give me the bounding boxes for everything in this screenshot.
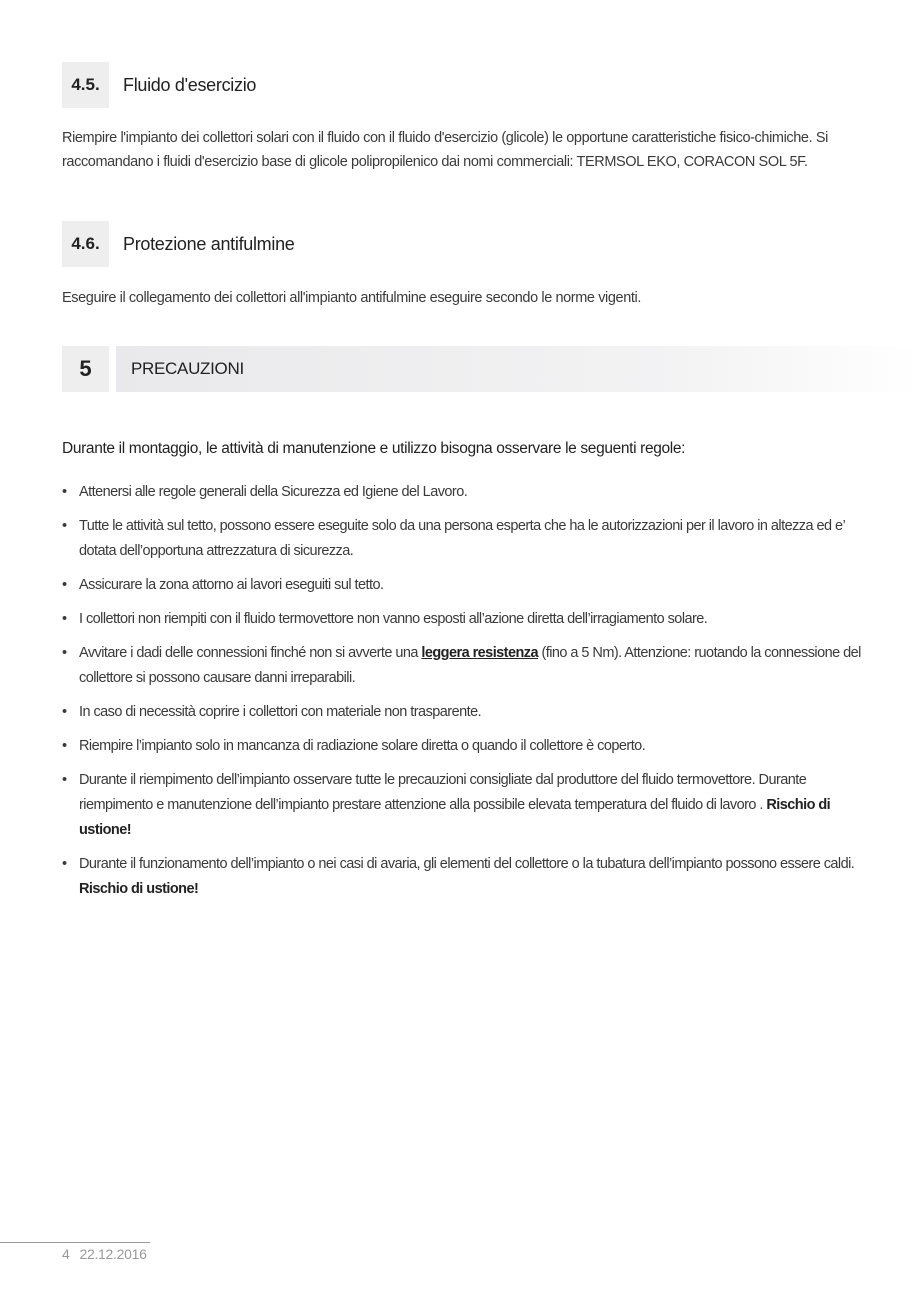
chapter-heading bbox=[62, 346, 920, 392]
list-item-text: Riempire l’impianto solo in mancanza di radiazione solare diretta o quando il collettore è coperto. bbox=[79, 738, 646, 754]
section-number: 4.5. bbox=[62, 62, 109, 108]
list-item-text: I collettori non riempiti con il fluido termovettore non vanno esposti all’azione diretta dell’irragiamento solare. bbox=[79, 611, 708, 627]
list-item-text: (fino a 5 Nm). Attenzione: ruotando la connessione del collettore si possono causare danni irreparabili. bbox=[79, 645, 861, 686]
section-title: Protezione antifulmine bbox=[123, 233, 295, 254]
list-item-text: Attenersi alle regole generali della Sicurezza ed Igiene del Lavoro. bbox=[79, 484, 468, 500]
section-text: Eseguire il collegamento dei collettori all'impianto antifulmine eseguire secondo le norme vigenti. bbox=[62, 290, 641, 306]
chapter-number: 5 bbox=[62, 346, 109, 392]
list-item-text: Durante il funzionamento dell’impianto o nei casi di avaria, gli elementi del collettore o la tubatura dell’impianto possono essere caldi. bbox=[79, 856, 855, 872]
list-item-text: Avvitare i dadi delle connessioni finché non si avverte una bbox=[79, 645, 422, 661]
section-heading-4-6 bbox=[62, 221, 295, 267]
footer-date: 22.12.2016 bbox=[79, 1246, 147, 1262]
list-item-emphasis: Rischio di ustione! bbox=[79, 881, 199, 897]
list-item bbox=[62, 514, 862, 564]
list-item-text: In caso di necessità coprire i collettori con materiale non trasparente. bbox=[79, 704, 482, 720]
list-item bbox=[62, 573, 862, 598]
list-item bbox=[62, 480, 862, 505]
list-item-emphasis: leggera resistenza bbox=[421, 645, 538, 661]
list-item-text: Tutte le attività sul tetto, possono essere eseguite solo da una persona esperta che ha le autorizzazioni per il lavoro in altezza ed e’ dotata dell’opportuna attrezzatura di sicurezza. bbox=[79, 518, 845, 559]
list-item-emphasis: Rischio di ustione! bbox=[79, 797, 831, 838]
list-item bbox=[62, 734, 862, 759]
precautions-list bbox=[62, 480, 862, 911]
list-item bbox=[62, 607, 862, 632]
page-number: 4 bbox=[62, 1246, 70, 1262]
section-number: 4.6. bbox=[62, 221, 109, 267]
chapter-title: PRECAUZIONI bbox=[116, 346, 920, 392]
list-item bbox=[62, 641, 862, 691]
list-item bbox=[62, 768, 862, 843]
section-heading-4-5 bbox=[62, 62, 256, 108]
section-text: Riempire l'impianto dei collettori solari con il fluido con il fluido d'esercizio (glicole) le opportune caratteristiche fisico-chimiche. Si raccomandano i fluidi d'esercizio base di glicole polipropilenico dai nomi commerciali: TERMSOL EKO, CORACON SOL 5F. bbox=[62, 130, 828, 170]
list-item bbox=[62, 852, 862, 902]
list-item-text: Assicurare la zona attorno ai lavori eseguiti sul tetto. bbox=[79, 577, 384, 593]
section-title: Fluido d'esercizio bbox=[123, 74, 257, 95]
intro-text: Durante il montaggio, le attività di manutenzione e utilizzo bisogna osservare le seguenti regole: bbox=[62, 440, 686, 457]
footer-divider bbox=[0, 1242, 150, 1243]
list-item-text: Durante il riempimento dell’impianto osservare tutte le precauzioni consigliate dal produttore del fluido termovettore. Durante riempimento e manutenzione dell’impianto prestare attenzione alla possibile elevata temperatura del fluido di lavoro . bbox=[79, 772, 807, 813]
footer bbox=[62, 1246, 157, 1262]
list-item bbox=[62, 700, 862, 725]
